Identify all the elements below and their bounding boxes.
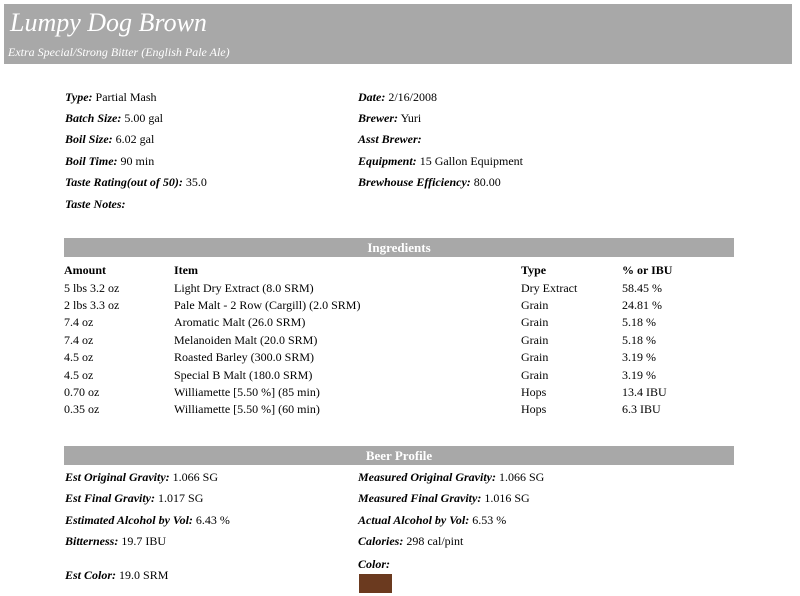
cell-item: Williamette [5.50 %] (60 min): [174, 402, 320, 417]
profile-measured-fg: Measured Final Gravity: 1.016 SG: [358, 491, 530, 505]
cell-item: Pale Malt - 2 Row (Cargill) (2.0 SRM): [174, 297, 361, 312]
recipe-title: Lumpy Dog Brown: [10, 8, 207, 37]
detail-taste-notes: Taste Notes:: [65, 197, 126, 211]
detail-taste-rating: Taste Rating(out of 50): 35.0: [65, 175, 207, 189]
detail-batch-size: Batch Size: 5.00 gal: [65, 111, 164, 125]
cell-percent: 13.4 IBU: [622, 384, 667, 399]
detail-efficiency: Brewhouse Efficiency: 80.00: [358, 175, 501, 189]
detail-type: Type: Partial Mash: [65, 90, 157, 104]
cell-percent: 24.81 %: [622, 297, 662, 312]
detail-brewer: Brewer: Yuri: [358, 111, 422, 125]
column-header-type: Type: [521, 263, 547, 278]
profile-est-fg: Est Final Gravity: 1.017 SG: [65, 491, 204, 505]
ingredients-heading: Ingredients: [64, 238, 734, 257]
detail-equipment: Equipment: 15 Gallon Equipment: [358, 154, 524, 168]
table-header-row: [64, 262, 734, 279]
table-row: [64, 349, 734, 366]
cell-amount: 0.35 oz: [64, 402, 100, 417]
cell-percent: 3.19 %: [622, 367, 656, 382]
cell-amount: 2 lbs 3.3 oz: [64, 297, 120, 312]
cell-amount: 4.5 oz: [64, 367, 94, 382]
cell-type: Hops: [521, 402, 547, 417]
profile-bitterness: Bitterness: 19.7 IBU: [65, 534, 167, 548]
cell-item: Williamette [5.50 %] (85 min): [174, 384, 320, 399]
beer-profile-heading: Beer Profile: [64, 446, 734, 465]
recipe-style: Extra Special/Strong Bitter (English Pale Ale): [8, 45, 230, 59]
profile-measured-og: Measured Original Gravity: 1.066 SG: [358, 470, 545, 484]
table-row: [64, 332, 734, 349]
column-header-item: Item: [174, 263, 198, 278]
cell-percent: 5.18 %: [622, 315, 656, 330]
column-header-percent: % or IBU: [622, 263, 673, 278]
ingredients-table: [64, 262, 734, 419]
profile-est-og: Est Original Gravity: 1.066 SG: [65, 470, 219, 484]
cell-percent: 58.45 %: [622, 280, 662, 295]
color-swatch: [359, 574, 392, 593]
profile-est-abv: Estimated Alcohol by Vol: 6.43 %: [65, 513, 230, 527]
table-row: [64, 384, 734, 401]
cell-type: Grain: [521, 367, 549, 382]
profile-calories: Calories: 298 cal/pint: [358, 534, 464, 548]
recipe-header: [4, 4, 792, 64]
cell-item: Melanoiden Malt (20.0 SRM): [174, 332, 318, 347]
cell-item: Aromatic Malt (26.0 SRM): [174, 315, 306, 330]
table-row: [64, 314, 734, 331]
cell-item: Roasted Barley (300.0 SRM): [174, 350, 314, 365]
table-row: [64, 401, 734, 418]
cell-item: Special B Malt (180.0 SRM): [174, 367, 313, 382]
cell-amount: 0.70 oz: [64, 384, 100, 399]
cell-amount: 7.4 oz: [64, 315, 94, 330]
cell-type: Hops: [521, 384, 547, 399]
profile-color: Color:: [358, 557, 391, 571]
cell-amount: 5 lbs 3.2 oz: [64, 280, 120, 295]
detail-asst-brewer: Asst Brewer:: [358, 132, 422, 146]
cell-type: Dry Extract: [521, 280, 578, 295]
table-row: [64, 366, 734, 383]
cell-percent: 5.18 %: [622, 332, 656, 347]
table-row: [64, 297, 734, 314]
cell-amount: 4.5 oz: [64, 350, 94, 365]
detail-boil-size: Boil Size: 6.02 gal: [65, 132, 155, 146]
profile-actual-abv: Actual Alcohol by Vol: 6.53 %: [358, 513, 507, 527]
detail-date: Date: 2/16/2008: [358, 90, 437, 104]
detail-boil-time: Boil Time: 90 min: [65, 154, 155, 168]
cell-type: Grain: [521, 315, 549, 330]
cell-item: Light Dry Extract (8.0 SRM): [174, 280, 314, 295]
cell-type: Grain: [521, 332, 549, 347]
cell-type: Grain: [521, 350, 549, 365]
cell-percent: 3.19 %: [622, 350, 656, 365]
cell-amount: 7.4 oz: [64, 332, 94, 347]
cell-type: Grain: [521, 297, 549, 312]
column-header-amount: Amount: [64, 263, 107, 278]
table-row: [64, 279, 734, 296]
profile-est-color: Est Color: 19.0 SRM: [65, 568, 169, 582]
cell-percent: 6.3 IBU: [622, 402, 661, 417]
